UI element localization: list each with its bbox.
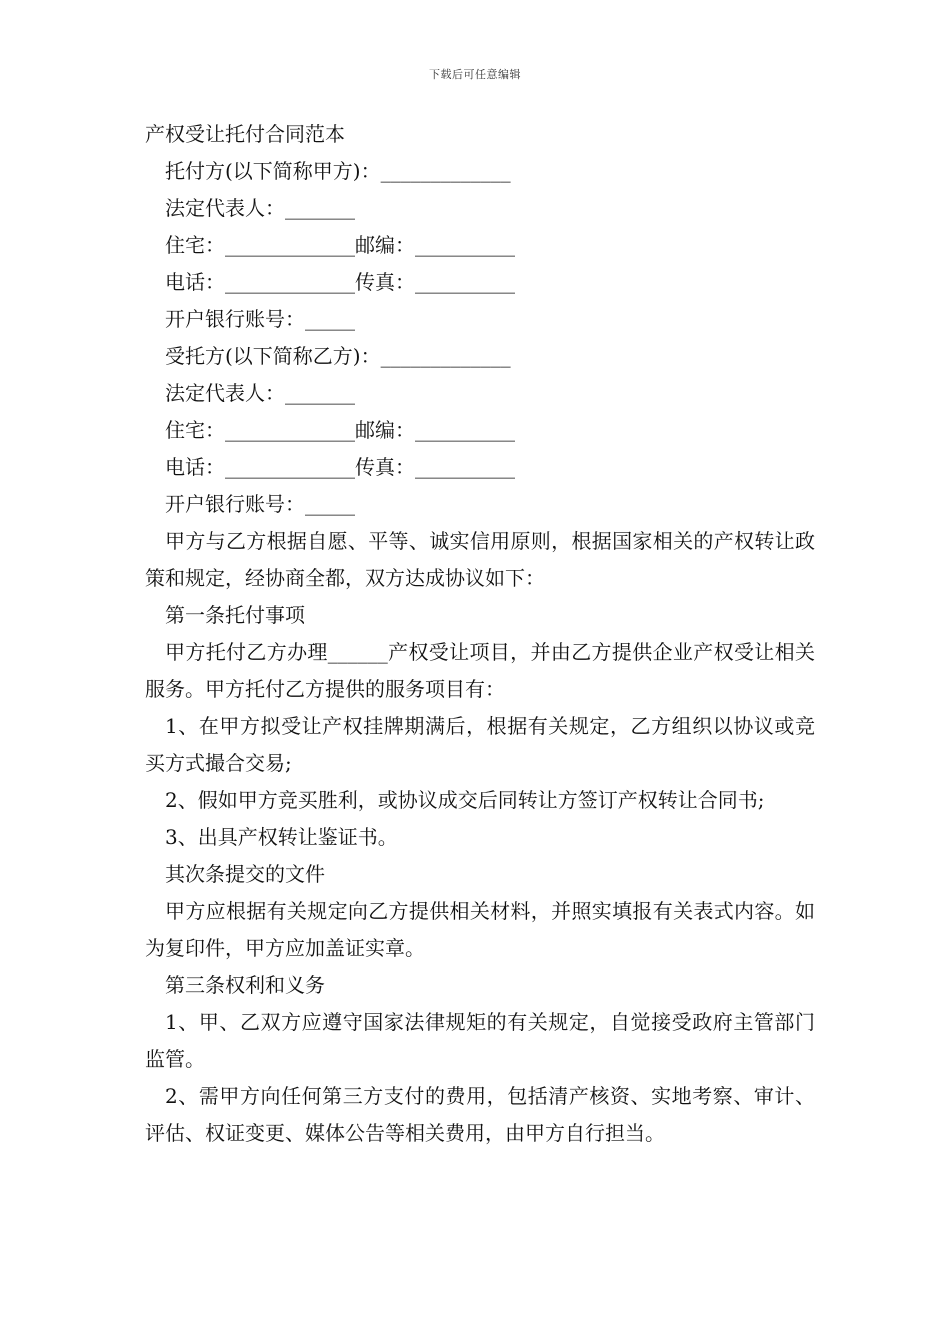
article1-body: 甲方托付乙方办理______产权受让项目，并由乙方提供企业产权受让相关服务。甲方托付乙方提供的服务项目有： — [145, 640, 815, 701]
article2-heading: 其次条提交的文件 — [165, 862, 325, 886]
article3-item-1: 1、甲、乙双方应遵守国家法律规矩的有关规定，自觉接受政府主管部门监管。 — [145, 1010, 815, 1071]
party-b-address: 住宅：_____________邮编：__________ — [165, 418, 515, 442]
party-a-phone: 电话：_____________传真：__________ — [165, 270, 515, 294]
document-title: 产权受让托付合同范本 — [145, 122, 345, 146]
document-body — [145, 116, 815, 1152]
party-b-representative: 法定代表人：_______ — [165, 381, 355, 405]
article1-heading: 第一条托付事项 — [165, 603, 305, 627]
article3-heading: 第三条权利和义务 — [165, 973, 325, 997]
article2-body: 甲方应根据有关规定向乙方提供相关材料，并照实填报有关表式内容。如为复印件，甲方应加盖证实章。 — [145, 899, 815, 960]
article3-item-2: 2、需甲方向任何第三方支付的费用，包括清产核资、实地考察、审计、评估、权证变更、媒体公告等相关费用，由甲方自行担当。 — [145, 1084, 815, 1145]
intro-paragraph: 甲方与乙方根据自愿、平等、诚实信用原则，根据国家相关的产权转让政策和规定，经协商全都，双方达成协议如下： — [145, 529, 815, 590]
party-a-bank-account: 开户银行账号：_____ — [165, 307, 355, 331]
article1-item-2: 2、假如甲方竞买胜利，或协议成交后同转让方签订产权转让合同书; — [165, 788, 765, 812]
article1-item-3: 3、出具产权转让鉴证书。 — [165, 825, 398, 849]
party-a-line: 托付方(以下简称甲方)：_____________ — [165, 159, 511, 183]
party-b-bank-account: 开户银行账号：_____ — [165, 492, 355, 516]
header-note: 下载后可任意编辑 — [429, 68, 521, 81]
party-a-address: 住宅：_____________邮编：__________ — [165, 233, 515, 257]
article1-item-1: 1、在甲方拟受让产权挂牌期满后，根据有关规定，乙方组织以协议或竞买方式撮合交易; — [145, 714, 815, 775]
party-b-line: 受托方(以下简称乙方)：_____________ — [165, 344, 511, 368]
party-a-representative: 法定代表人：_______ — [165, 196, 355, 220]
party-b-phone: 电话：_____________传真：__________ — [165, 455, 515, 479]
